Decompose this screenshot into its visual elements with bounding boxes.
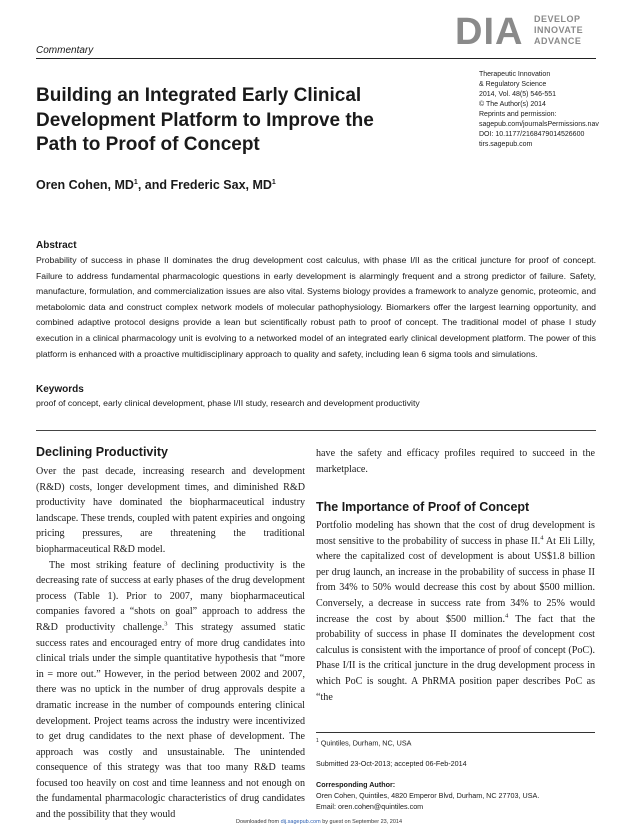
journal-info-line[interactable]: sagepub.com/journalsPermissions.nav	[479, 121, 599, 128]
journal-info	[479, 70, 609, 150]
body-column-right	[316, 518, 595, 705]
dia-logo	[455, 10, 605, 56]
citation-ref: 3	[164, 620, 168, 628]
download-suffix: by guest on September 23, 2014	[320, 819, 403, 825]
affiliation-marker: 1	[316, 738, 319, 744]
download-link[interactable]: dij.sagepub.com	[280, 819, 321, 825]
affiliation-footnote	[316, 736, 601, 748]
journal-info-line[interactable]: tirs.sagepub.com	[479, 141, 533, 148]
affiliation-text: Quintiles, Durham, NC, USA	[320, 738, 412, 748]
section-heading: The Importance of Proof of Concept	[316, 500, 530, 514]
affiliation-marker: 1	[271, 178, 276, 186]
download-prefix: Downloaded from	[235, 819, 281, 825]
author-name: Oren Cohen, MD	[36, 178, 134, 192]
keywords-text: proof of concept, early clinical development, phase I/II study, research and development productivity	[36, 398, 420, 408]
paragraph-text: At Eli Lilly, where the capitalized cost of development is about US$1.8 billion per drug launch, an increase in the probability of success in phase II from 34% to 50% would decrease this cost by about $500 million. Conversely, a decrease in success rate from 34% to 25% would increase the cost by about $500 million.	[316, 535, 596, 625]
citation-ref: 4	[540, 534, 544, 542]
body-rule	[36, 430, 596, 431]
paragraph-text: The most striking feature of declining productivity is the decreasing rate of success at early phases of the drug development process (Table 1). Prior to 2007, many biopharmaceutical companies favored a “shots on goal” approach to address the R&D productivity challenge.	[36, 559, 305, 633]
keywords-heading: Keywords	[36, 384, 84, 395]
article-title: Building an Integrated Early Clinical Development Platform to Improve the Path to Proof of Concept	[36, 85, 374, 155]
author-name: Frederic Sax, MD	[170, 178, 272, 192]
citation-ref: 4	[505, 612, 509, 620]
abstract-heading: Abstract	[36, 240, 77, 251]
author-joiner: , and	[137, 178, 171, 192]
corresponding-email[interactable]: Email: oren.cohen@quintiles.com	[316, 802, 424, 812]
paragraph-text: Portfolio modeling has shown that the cost of drug development is most sensitive to the probability of success in phase II.	[316, 520, 595, 547]
author-list	[36, 178, 276, 192]
logo-tagline-3: ADVANCE	[534, 36, 582, 46]
body-column-right	[316, 446, 595, 477]
paragraph-text: The fact that the probability of success in phase II dominates the development cost calculus is consistent with the importance of proof of concept (PoC). Phase I/II is the critical juncture in the drug development process in which PoC is sought. A PhRMA position paper describes PoC as “the	[316, 613, 596, 703]
paragraph-text: This strategy assumed static success rates and encouraged entry of more drug candidates into clinical trials under the simple quantitative hypothesis that “more in = more out.” However, in the period between 2002 and 2007, there was no uptick in the number of drug approvals despite a dramatic increase in the number of compounds entering clinical development. Project teams across the industry were incentivized to get drug candidates to the next phase of development. The approach was costly and unsustainable. The unintended consequence of this strategy was that too many R&D teams focused too heavily on cost and time leanness and not enough on the fundamental pharmacologic characteristics of drug candidates and the possibility that they would	[36, 621, 305, 821]
journal-info-line: 2014, Vol. 48(5) 546-551	[479, 91, 557, 98]
header-rule	[36, 58, 596, 59]
footnote-block	[316, 736, 601, 812]
logo-tagline-2: INNOVATE	[534, 25, 584, 35]
paragraph: Over the past decade, increasing research and development (R&D) costs, longer development times, and diminished R&D productivity have dominated the biopharmaceutical industry landscape. These trends, coupled with patent expiries and ongoing pricing pressures, are threatening the traditional biopharmaceutical R&D model.	[36, 466, 305, 555]
paragraph: have the safety and efficacy profiles required to succeed in the marketplace.	[316, 448, 595, 475]
download-notice	[0, 819, 638, 825]
abstract-text: Probability of success in phase II dominates the drug development cost calculus, with phase I/II as the critical juncture for proof of concept. Failure to address fundamental pharmacologic questions in early development is alarmingly frequent and a strong predictor of failure. Safety, manufacture, formulation, and commercialization issues are also vital. Systems biology provides a framework to analyze genomic, proteomic, and metabolomic data and construct complex network models of molecular pathophysiology. Biomarkers offer the largest learning opportunity, and combined adaptive protocol designs provide a lean but scientifically robust path to proof of concept. The traditional model of phase I study execution in a clinical pharmacology unit is evolving to a networked model of an integrated early clinical development platform. The power of this platform is enhanced with a proactive multidisciplinary approach to quality and safety, including lean 6 sigma tools and simulations.	[36, 255, 596, 359]
logo-tagline-1: DEVELOP	[534, 14, 581, 24]
affiliation-marker: 1	[133, 178, 138, 186]
journal-info-line: © The Author(s) 2014	[479, 101, 546, 108]
journal-info-line: DOI: 10.1177/2168479014526600	[479, 131, 585, 138]
corresponding-heading: Corresponding Author:	[316, 780, 396, 790]
section-label: Commentary	[36, 45, 94, 56]
corresponding-address: Oren Cohen, Quintiles, 4820 Emperor Blvd, Durham, NC 27703, USA.	[316, 791, 540, 801]
journal-info-line: Therapeutic Innovation	[479, 71, 551, 78]
logo-mark: DIA	[455, 11, 524, 53]
submission-dates: Submitted 23-Oct-2013; accepted 06-Feb-2014	[316, 759, 467, 769]
journal-info-line: Reprints and permission:	[479, 111, 557, 118]
paragraph	[316, 518, 595, 705]
section-heading: Declining Productivity	[36, 445, 168, 459]
journal-info-line: & Regulatory Science	[479, 81, 547, 88]
paragraph	[36, 558, 305, 823]
footnote-rule	[316, 732, 595, 733]
body-column-left	[36, 464, 305, 823]
